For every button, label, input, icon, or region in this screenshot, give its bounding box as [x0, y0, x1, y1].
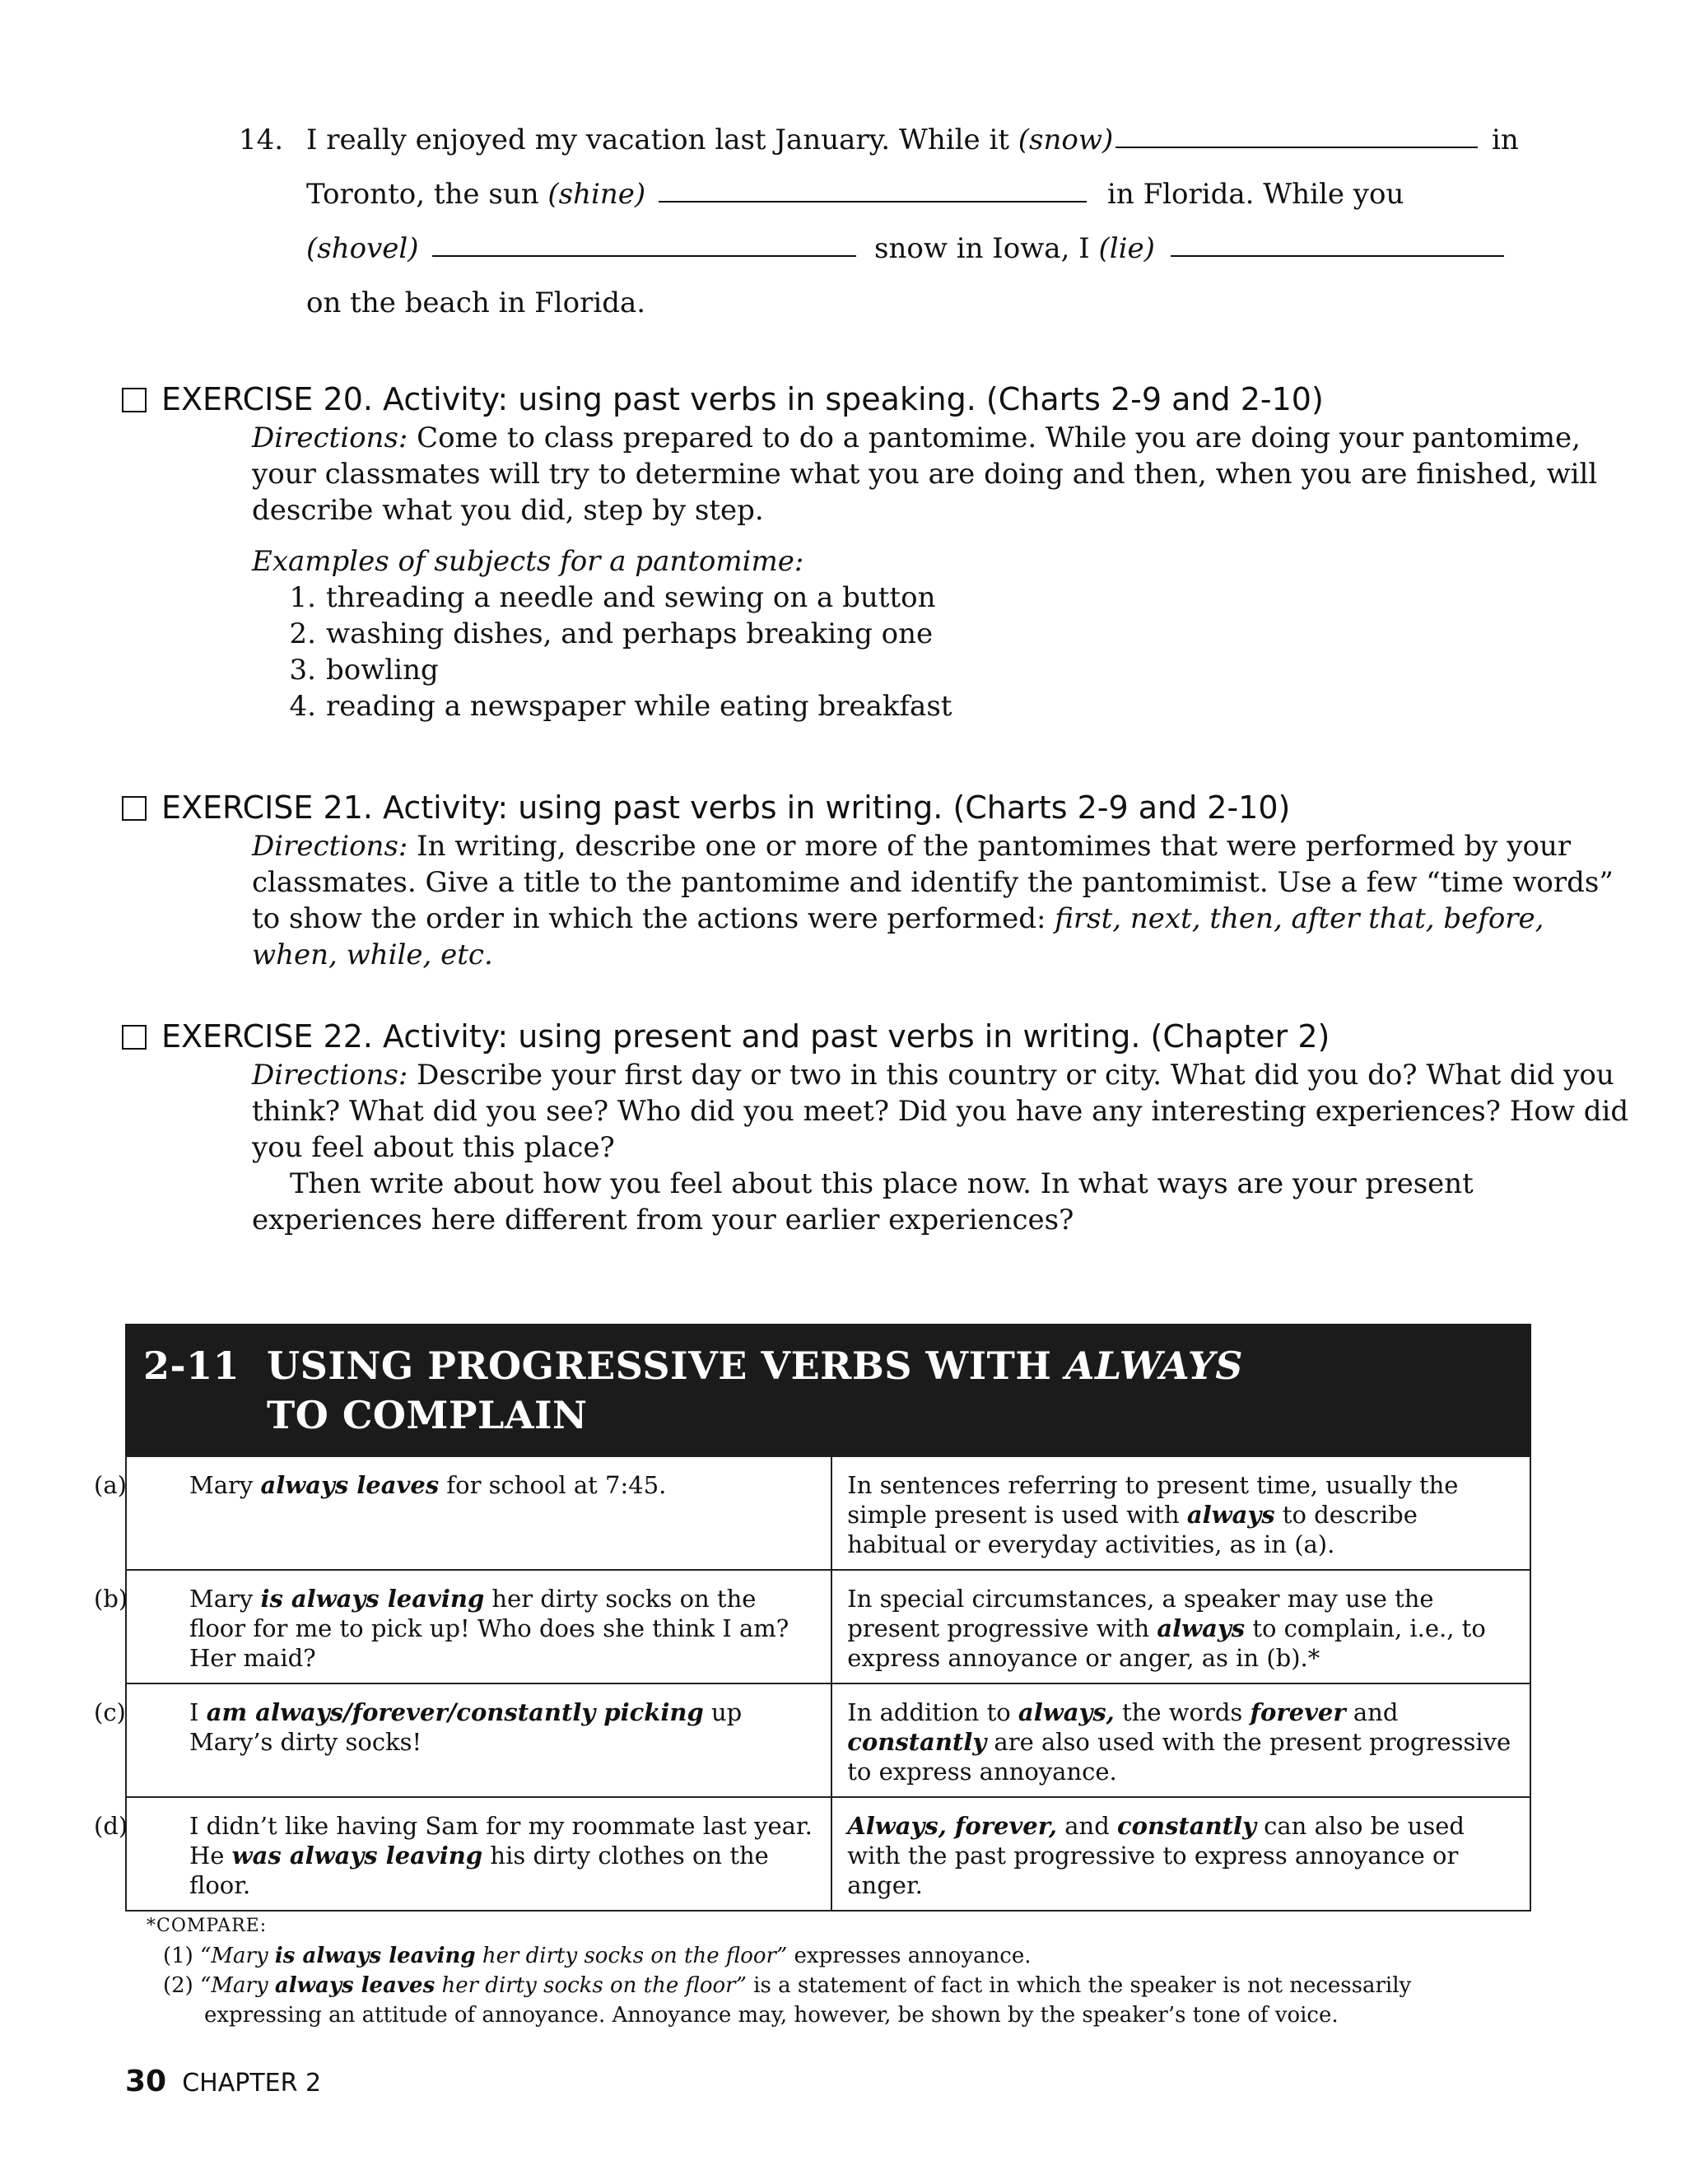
exercise-title: EXERCISE 22. Activity: using present and past verbs in writing. (Chapter 2) [161, 1018, 1330, 1055]
exercise-directions [252, 1057, 1635, 1238]
exercise-heading [122, 380, 1538, 418]
chart-title-always: ALWAYS [1064, 1343, 1243, 1388]
chart-explanation-cell [831, 1683, 1530, 1797]
explanation-text: and [1057, 1812, 1117, 1840]
examples-label: Examples of subjects for a pantomime: [252, 545, 804, 578]
grammar-chart [94, 1324, 1531, 1912]
sentence-text: Toronto, the sun [306, 178, 548, 211]
chart-table [94, 1455, 1531, 1912]
exercise-directions [252, 828, 1635, 973]
ex14-line-1 [306, 123, 1113, 156]
quote-text: her dirty socks on the floor” [475, 1944, 788, 1968]
example-number: 4. [289, 690, 316, 723]
example-text: Mary [189, 1585, 261, 1613]
example-text: her dirty socks on the floor for me to pick up! Who does she think I am? Her maid? [189, 1585, 789, 1672]
directions-text: In writing, describe one or more of the pantomimes that were performed by your classmates. Give a title to the pantomime and identify the pantomimist. Use a few “time words” to show the order in which the actions were performed: [252, 830, 1614, 935]
quote-verb: always leaves [274, 1973, 435, 1998]
example-item [268, 652, 1635, 688]
ex14-line-3 [874, 232, 1155, 265]
directions-text: Describe your first day or two in this country or city. What did you do? What did you think? What did you see? Who did you meet? Did you have any interesting experiences? How did you feel about this place? [252, 1059, 1629, 1164]
sentence-text: in [1492, 123, 1519, 156]
chart-example [94, 1470, 816, 1500]
explanation-text: and [1345, 1698, 1399, 1726]
verb-cue-shine: (shine) [547, 178, 646, 211]
exercise-heading [122, 789, 1538, 827]
chart-example-cell [94, 1456, 831, 1570]
verb-cue-snow: (snow) [1018, 123, 1114, 156]
explanation-text: In special circumstances, a speaker may use the present progressive with [847, 1585, 1434, 1642]
highlighted-word: forever [1250, 1698, 1346, 1726]
explanation-text: the words [1114, 1698, 1251, 1726]
chart-example-cell [94, 1797, 831, 1911]
verb-cue-lie: (lie) [1098, 232, 1155, 265]
example-label: (b) [94, 1585, 128, 1613]
example-text: his dirty clothes on the floor. [189, 1842, 769, 1899]
chart-row [126, 1797, 1530, 1911]
footnote-number: (2) [163, 1973, 193, 1998]
chart-example-cell [94, 1570, 831, 1683]
example-text: threading a needle and sewing on a button [326, 581, 936, 614]
page-number: 30 [125, 2065, 167, 2098]
chart-title-line-2: TO COMPLAIN [267, 1393, 588, 1437]
example-number: 2. [289, 617, 316, 650]
example-label: (c) [94, 1698, 126, 1726]
highlighted-word: constantly [1116, 1812, 1256, 1840]
example-number: 1. [289, 581, 316, 614]
sentence-text: on the beach in Florida. [306, 286, 646, 319]
chart-example [94, 1584, 816, 1673]
chart-title-line-1: USING PROGRESSIVE VERBS WITH [267, 1343, 1065, 1388]
compare-label: *COMPARE: [147, 1916, 268, 1936]
example-text: bowling [326, 654, 439, 687]
answer-blank-shovel[interactable] [432, 232, 856, 257]
highlighted-word: constantly [847, 1728, 987, 1756]
directions-label: Directions: [252, 830, 408, 863]
answer-blank-snow[interactable] [1115, 123, 1478, 148]
sentence-text: snow in Iowa, I [874, 232, 1099, 265]
chart-example [94, 1697, 816, 1757]
example-number: 3. [289, 654, 316, 687]
verb-cue-shovel: (shovel) [306, 232, 419, 265]
exercise-21 [122, 789, 1614, 973]
directions-label: Directions: [252, 421, 408, 454]
explanation-text: to complain, i.e., to express annoyance or anger, as in (b).* [847, 1614, 1486, 1672]
sentence-text: in Florida. While you [1107, 178, 1404, 211]
chart-explanation-cell [831, 1797, 1530, 1911]
footnote [147, 1912, 1497, 2030]
highlighted-verb: always leaves [260, 1471, 440, 1499]
highlighted-verb: was always leaving [231, 1842, 483, 1870]
page-footer [125, 2065, 321, 2098]
example-item [268, 616, 1635, 652]
chart-explanation-cell [831, 1570, 1530, 1683]
quote-text: her dirty socks on the floor” [435, 1973, 747, 1998]
answer-blank-lie[interactable] [1171, 232, 1504, 257]
example-text: Mary [189, 1471, 261, 1499]
explanation-text: In sentences referring to present time, usually the simple present is used with [847, 1471, 1459, 1529]
exercise-22 [122, 1017, 1629, 1238]
exercise-title: EXERCISE 21. Activity: using past verbs in writing. (Charts 2-9 and 2-10) [161, 789, 1291, 826]
quote-text: “Mary [200, 1944, 275, 1968]
example-text: washing dishes, and perhaps breaking one [326, 617, 934, 650]
chart-title [267, 1342, 1243, 1390]
quote-verb: is always leaving [274, 1944, 476, 1968]
example-text: I [189, 1698, 207, 1726]
directions-paragraph-2: Then write about how you feel about this place now. In what ways are your present experiences here different from your earlier experiences? [252, 1167, 1474, 1236]
example-text: for school at 7:45. [439, 1471, 667, 1499]
chart-example-cell [94, 1683, 831, 1797]
example-label: (d) [94, 1812, 128, 1840]
explanation-text: are also used with the present progressive to express annoyance. [847, 1728, 1511, 1786]
explanation-text: to describe habitual or everyday activities, as in (a). [847, 1501, 1418, 1558]
exercise-20 [122, 380, 1598, 724]
explanation-text: In addition to [847, 1698, 1018, 1726]
example-text: up Mary’s dirty socks! [189, 1698, 743, 1756]
exercise-title: EXERCISE 20. Activity: using past verbs in speaking. (Charts 2-9 and 2-10) [161, 381, 1324, 417]
highlighted-word: Always, forever, [847, 1812, 1058, 1840]
ex14-line-2 [306, 178, 645, 211]
sentence-text: I really enjoyed my vacation last January. While it [306, 123, 1018, 156]
highlighted-word: always [1157, 1614, 1246, 1642]
exercise-directions [252, 420, 1635, 724]
footnote-number: (1) [163, 1944, 193, 1968]
answer-blank-shine[interactable] [659, 178, 1087, 203]
example-item [268, 688, 1635, 724]
chart-number: 2-11 [143, 1343, 240, 1388]
footnote-item-1 [147, 1941, 1497, 1971]
example-text: reading a newspaper while eating breakfast [326, 690, 952, 723]
chart-row [126, 1683, 1530, 1797]
example-label: (a) [94, 1471, 127, 1499]
chart-header [125, 1324, 1531, 1455]
chart-example [94, 1811, 816, 1900]
examples-list [268, 580, 1635, 724]
example-text: I didn’t like having Sam for my roommate last year. He [189, 1812, 813, 1870]
quote-text: “Mary [200, 1973, 275, 1998]
exercise-checkbox[interactable] [122, 388, 147, 412]
example-item [268, 580, 1635, 616]
chart-explanation-cell [831, 1456, 1530, 1570]
item-number: 14. [239, 123, 284, 156]
footnote-text: is a statement of fact in which the speaker is not necessarily expressing an attitude of annoyance. Annoyance may, however, be shown by the speaker’s tone of voice. [204, 1973, 1412, 2028]
explanation-text: can also be used with the past progressive to express annoyance or anger. [847, 1812, 1465, 1899]
exercise-heading [122, 1017, 1538, 1055]
exercise-checkbox[interactable] [122, 1025, 147, 1050]
directions-text: Come to class prepared to do a pantomime. While you are doing your pantomime, your classmates will try to determine what you are doing and then, when you are finished, will describe what you did, step by step. [252, 421, 1598, 527]
time-words: first, next, then, after that, before, when, while, etc. [252, 902, 1544, 971]
exercise-checkbox[interactable] [122, 796, 147, 821]
chart-row [126, 1570, 1530, 1683]
directions-label: Directions: [252, 1059, 408, 1092]
footnote-text: expresses annoyance. [787, 1944, 1032, 1968]
highlighted-verb: am always/forever/constantly picking [206, 1698, 704, 1726]
highlighted-word: always, [1018, 1698, 1115, 1726]
highlighted-word: always [1186, 1501, 1275, 1529]
footnote-item-2 [147, 1971, 1497, 2030]
highlighted-verb: is always leaving [260, 1585, 485, 1613]
chart-row [126, 1456, 1530, 1570]
chapter-label: CHAPTER 2 [182, 2069, 322, 2098]
